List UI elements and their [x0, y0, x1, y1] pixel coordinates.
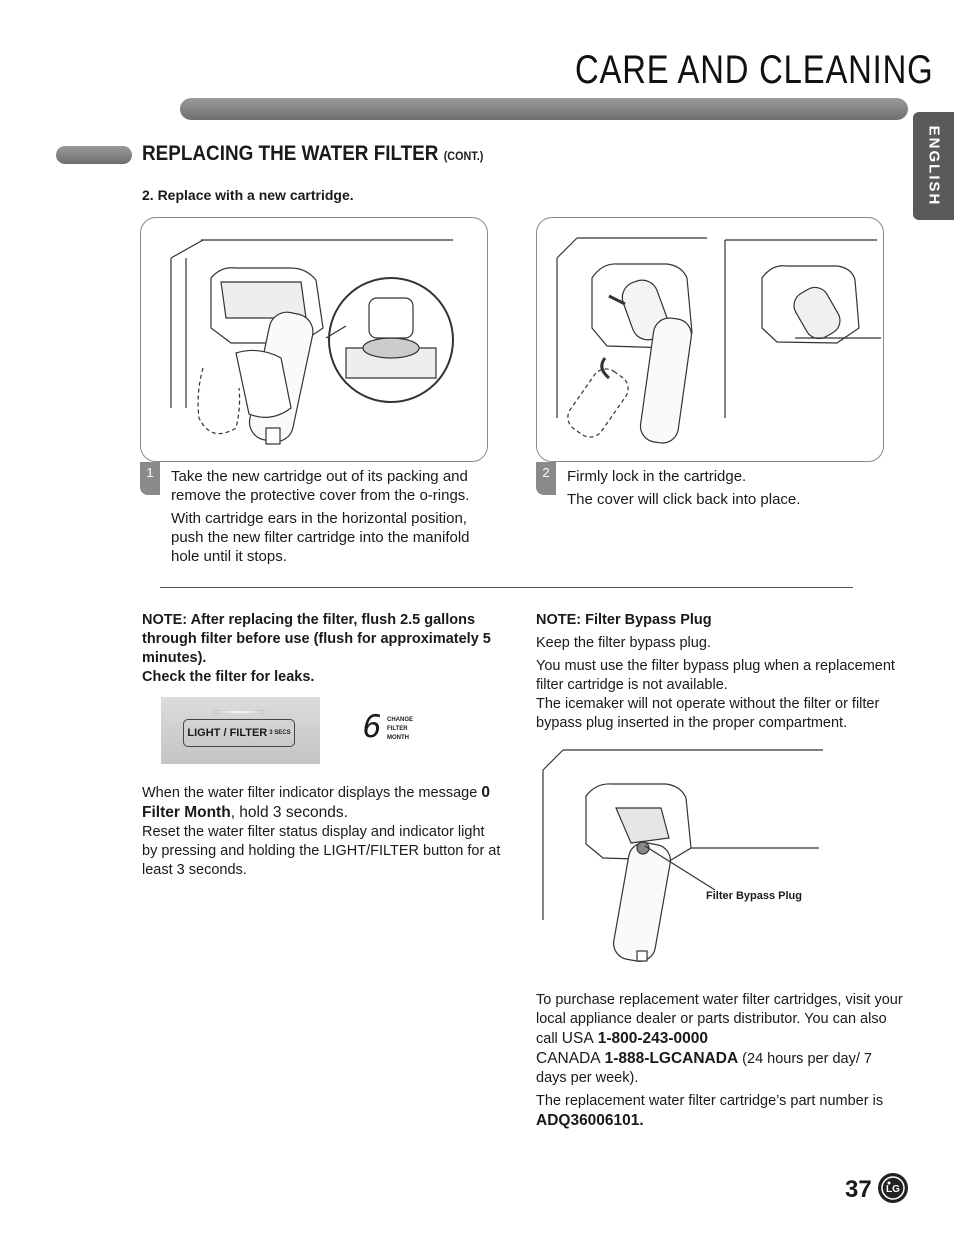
svg-text:LG: LG — [886, 1184, 900, 1195]
flush-note — [142, 611, 512, 687]
filter-display — [363, 709, 423, 747]
lg-logo — [878, 1173, 908, 1203]
page-title: CARE AND CLEANING — [575, 48, 934, 92]
section-title: REPLACING THE WATER FILTER (CONT.) — [142, 142, 484, 165]
lg-logo-mark — [878, 1173, 908, 1203]
flush-note-line2: Check the filter for leaks. — [142, 669, 315, 685]
purchase-info: To purchase replacement water filter cartridges, visit your local appliance dealer or parts distributor. You can also call USA 1-800-243-0000 CANADA 1-888-LGCANADA (24 hours per day/ 7 days per week). The replacement water filter cartridge’s part number is ADQ36006101. — [536, 992, 903, 1129]
indicator-message: 0 Filter Month — [142, 784, 490, 821]
bypass-note-para1: Keep the filter bypass plug. — [536, 635, 711, 651]
step1-para1: Take the new cartridge out of its packing and remove the protective cover from the o-rings. — [171, 468, 470, 504]
header-bar — [180, 98, 908, 120]
canada-label: CANADA — [536, 1050, 601, 1067]
step-heading: 2. Replace with a new cartridge. — [142, 187, 354, 203]
page-number: 37 — [845, 1176, 872, 1203]
step1-number-badge: 1 — [140, 462, 160, 495]
cartridge-lock-illustration — [537, 218, 883, 461]
illustration-step2 — [536, 217, 884, 462]
bypass-plug-drawing — [541, 748, 826, 963]
step2-text — [567, 467, 887, 513]
section-title-suffix: (CONT.) — [443, 149, 484, 163]
bypass-note — [536, 611, 911, 733]
filter-indicator-light — [213, 710, 265, 714]
cartridge-insert-illustration — [141, 218, 487, 461]
section-marker — [56, 146, 132, 164]
language-tab[interactable] — [913, 112, 954, 220]
flush-note-line1: NOTE: After replacing the filter, flush 2.5 gallons through filter before use (flush for approximately 5 minutes). — [142, 612, 491, 666]
usa-label: USA — [561, 1030, 594, 1047]
step1-para2: With cartridge ears in the horizontal position, push the new filter cartridge into the manifold hole until it stops. — [171, 510, 470, 565]
filter-display-labels: CHANGE FILTER MONTH — [387, 717, 414, 741]
bypass-plug-callout: Filter Bypass Plug — [706, 890, 802, 902]
indicator-instructions: When the water filter indicator displays the message 0 Filter Month, hold 3 seconds. Reset the water filter status display and indicator light by pressing and holding the LIGHT/FILTER button for at least 3 seconds. — [142, 784, 501, 878]
bypass-note-para2: You must use the filter bypass plug when a replacement filter cartridge is not available. — [536, 658, 895, 693]
step2-para2: The cover will click back into place. — [567, 491, 801, 508]
language-tab-label: ENGLISH — [925, 125, 942, 207]
step1-text — [171, 467, 491, 570]
light-filter-button-sub: 3 SECS — [269, 730, 291, 736]
light-filter-button[interactable]: LIGHT / FILTER 3 SECS — [183, 719, 295, 747]
bypass-note-para3: The icemaker will not operate without the filter or filter bypass plug inserted in the proper compartment. — [536, 696, 880, 731]
usa-phone: 1-800-243-0000 — [597, 1030, 709, 1047]
control-panel — [161, 697, 320, 764]
step2-para1: Firmly lock in the cartridge. — [567, 468, 747, 485]
bypass-note-heading: NOTE: Filter Bypass Plug — [536, 612, 712, 628]
filter-display-digit: 6 — [363, 709, 382, 745]
section-divider — [160, 587, 853, 588]
step2-number-badge: 2 — [536, 462, 556, 495]
bypass-plug-illustration — [541, 748, 826, 963]
part-number: ADQ36006101. — [536, 1112, 644, 1129]
illustration-step1 — [140, 217, 488, 462]
canada-phone: 1-888-LGCANADA — [604, 1050, 739, 1067]
